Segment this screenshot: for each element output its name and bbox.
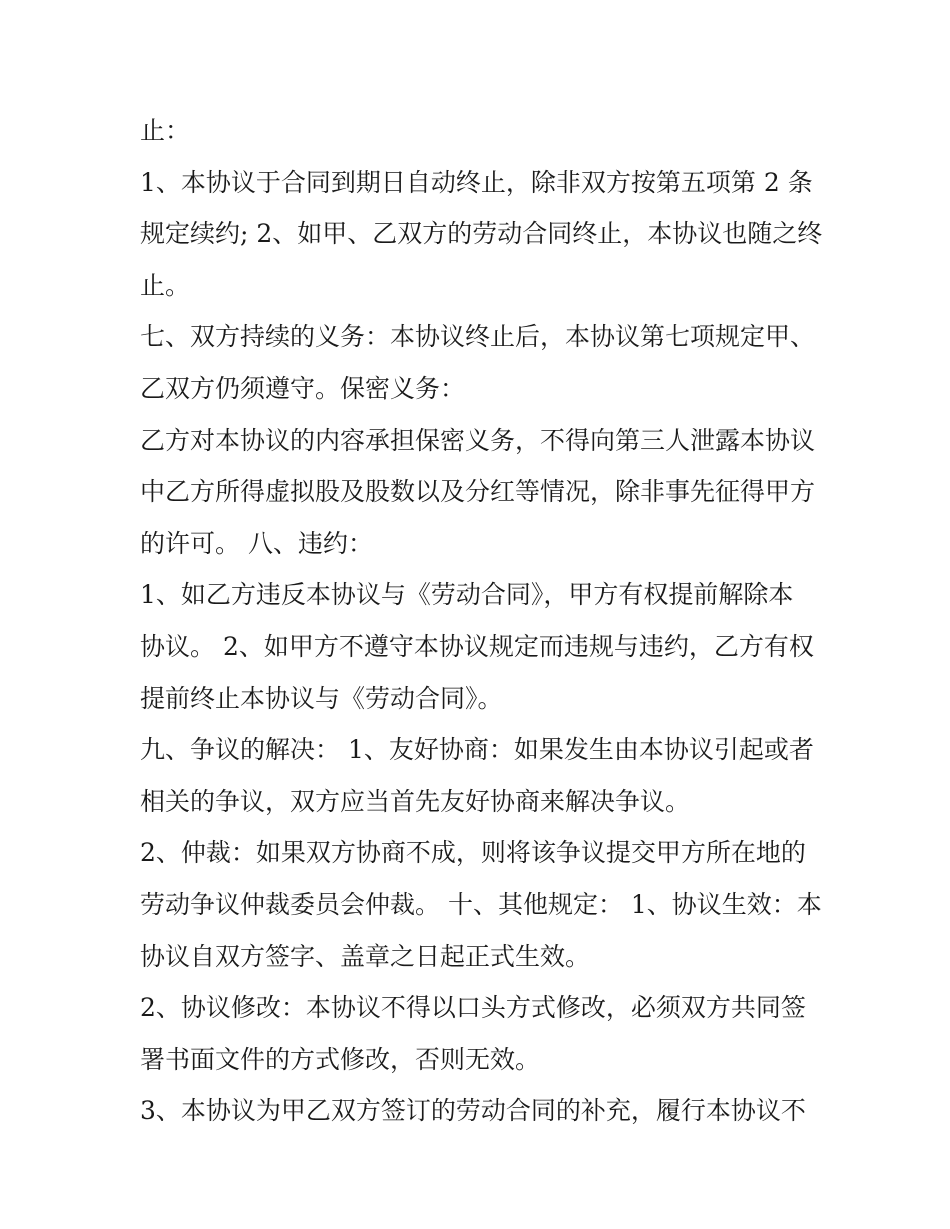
- text-line: 协议。 2、如甲方不遵守本协议规定而违规与违约，乙方有权: [140, 631, 814, 661]
- text-line: 署书面文件的方式修改，否则无效。: [140, 1044, 541, 1074]
- text-line: 七、双方持续的义务：本协议终止后，本协议第七项规定甲、: [140, 322, 816, 352]
- text-line: 相关的争议，双方应当首先友好协商来解决争议。: [140, 786, 691, 816]
- text-line: 止：: [140, 116, 191, 145]
- text-line: 1、本协议于合同到期日自动终止，除非双方按第五项第 2 条: [140, 167, 813, 197]
- text-line: 2、仲裁：如果双方协商不成，则将该争议提交甲方所在地的: [140, 838, 806, 868]
- text-line: 中乙方所得虚拟股及股数以及分红等情况，除非事先征得甲方: [140, 477, 816, 507]
- text-line: 的许可。 八、违约：: [140, 528, 373, 558]
- text-line: 2、协议修改：本协议不得以口头方式修改，必须双方共同签: [140, 993, 806, 1023]
- text-line: 3、本协议为甲乙双方签订的劳动合同的补充，履行本协议不: [140, 1096, 806, 1126]
- text-line: 止。: [140, 270, 191, 300]
- text-line: 乙双方仍须遵守。保密义务：: [140, 373, 466, 403]
- text-line: 提前终止本协议与《劳动合同》。: [140, 683, 503, 713]
- text-line: 九、争议的解决： 1、友好协商：如果发生由本协议引起或者: [140, 735, 814, 765]
- text-line: 劳动争议仲裁委员会仲裁。 十、其他规定： 1、协议生效：本: [140, 889, 822, 919]
- text-line: 1、如乙方违反本协议与《劳动合同》，甲方有权提前解除本: [140, 580, 794, 610]
- text-line: 协议自双方签字、盖章之日起正式生效。: [140, 941, 591, 971]
- document-body: [140, 105, 823, 1137]
- text-line: 规定续约; 2、如甲、乙双方的劳动合同终止，本协议也随之终: [140, 219, 823, 249]
- text-line: 乙方对本协议的内容承担保密义务，不得向第三人泄露本协议: [140, 425, 816, 455]
